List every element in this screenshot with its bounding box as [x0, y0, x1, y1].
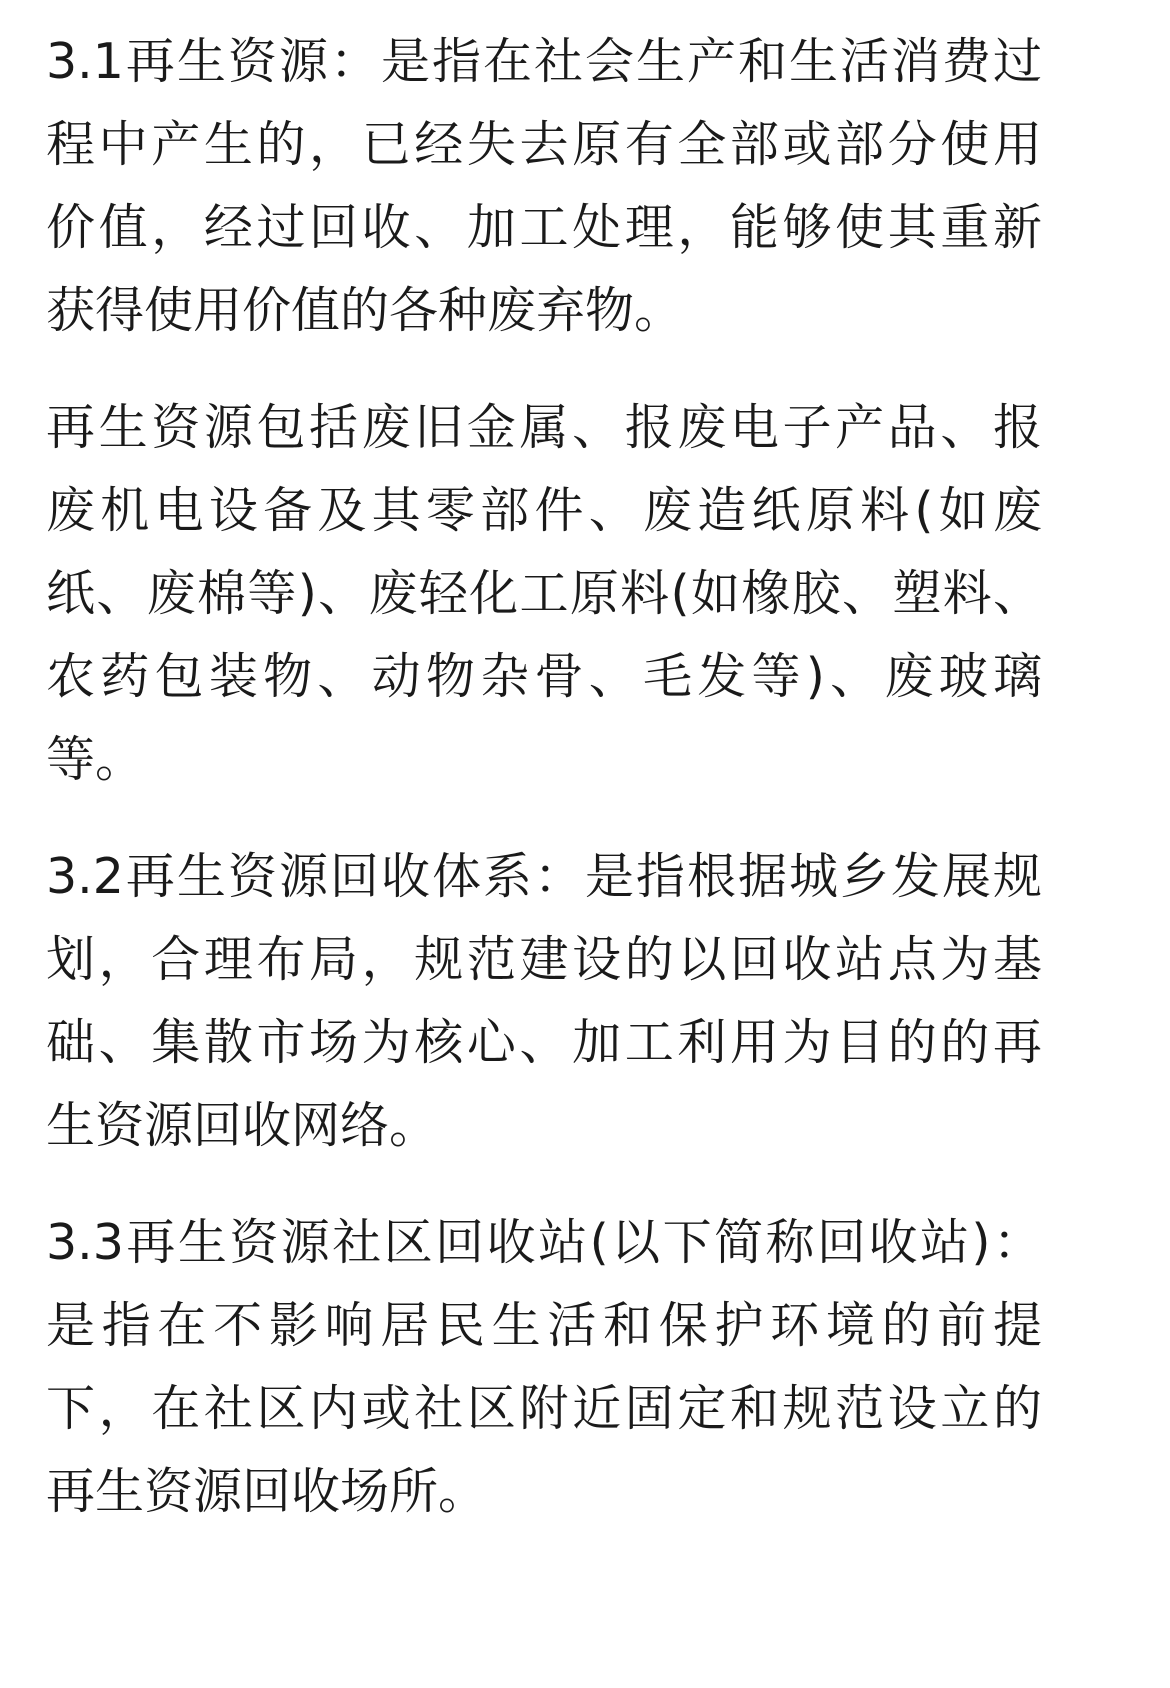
text-line: 3.2再生资源回收体系：是指根据城乡发展规	[46, 848, 1042, 905]
text-line: 下，在社区内或社区附近固定和规范设立的	[46, 1380, 1042, 1437]
text-line: 农药包装物、动物杂骨、毛发等)、废玻璃	[46, 648, 1042, 705]
text-line: 3.3再生资源社区回收站(以下简称回收站)：	[46, 1214, 1042, 1271]
paragraph-renewable-resources-definition	[46, 20, 1042, 352]
document-body	[46, 20, 1042, 1567]
paragraph-community-recycling-station-definition	[46, 1201, 1042, 1533]
text-line: 等。	[46, 731, 145, 788]
text-line: 础、集散市场为核心、加工利用为目的的再	[46, 1014, 1042, 1071]
text-line: 纸、废棉等)、废轻化工原料(如橡胶、塑料、	[46, 565, 1042, 622]
text-line: 划，合理布局，规范建设的以回收站点为基	[46, 931, 1042, 988]
text-line: 废机电设备及其零部件、废造纸原料(如废	[46, 482, 1042, 539]
text-line: 再生资源包括废旧金属、报废电子产品、报	[46, 399, 1042, 456]
text-line: 程中产生的，已经失去原有全部或部分使用	[46, 116, 1042, 173]
text-line: 3.1再生资源：是指在社会生产和生活消费过	[46, 33, 1042, 90]
text-line: 价值，经过回收、加工处理，能够使其重新	[46, 199, 1042, 256]
text-line: 生资源回收网络。	[46, 1097, 439, 1154]
text-line: 获得使用价值的各种废弃物。	[46, 282, 684, 339]
text-line: 再生资源回收场所。	[46, 1463, 488, 1520]
text-line: 是指在不影响居民生活和保护环境的前提	[46, 1297, 1042, 1354]
paragraph-renewable-resources-scope	[46, 386, 1042, 801]
paragraph-recycling-system-definition	[46, 835, 1042, 1167]
